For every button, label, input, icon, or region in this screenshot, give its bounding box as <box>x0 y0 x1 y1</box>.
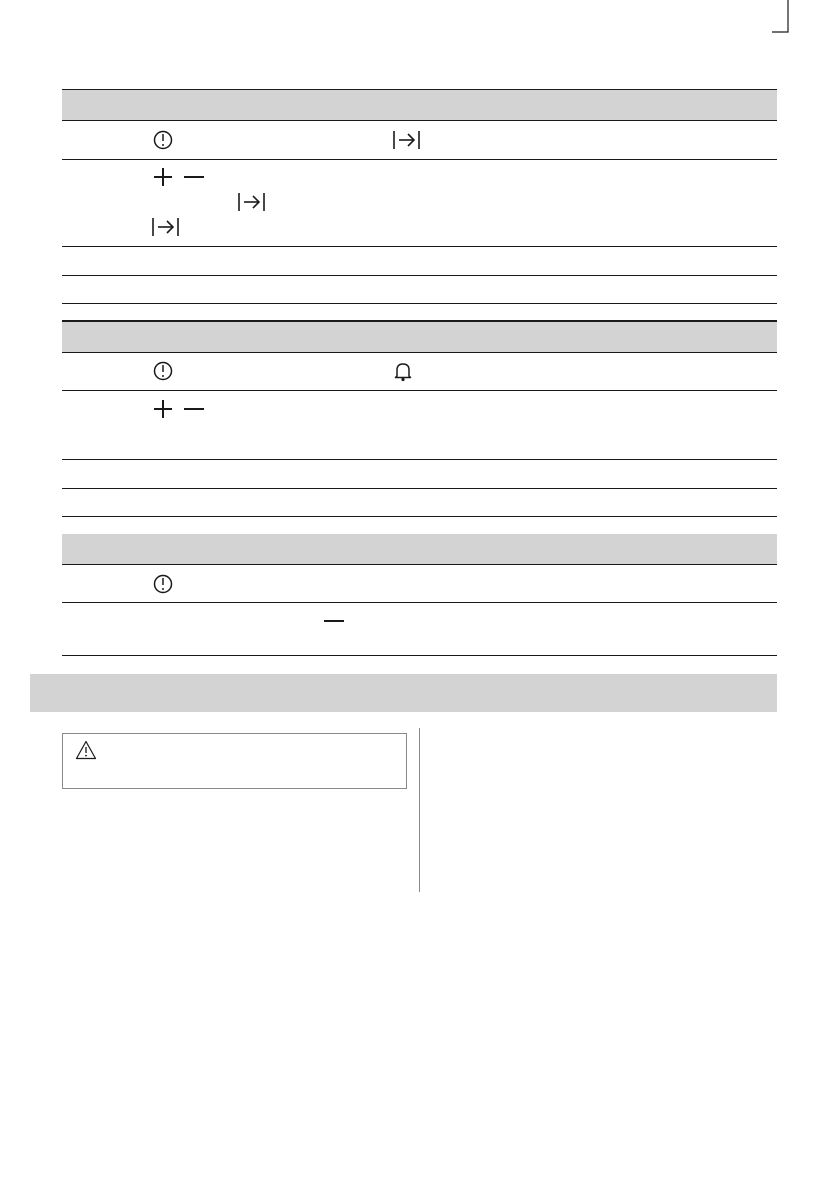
section-1-header <box>62 90 777 120</box>
section-1-row-2-rule <box>62 246 777 247</box>
plus-icon <box>152 398 174 420</box>
end-arrow-icon <box>151 217 181 237</box>
section-1-header-bottom-rule <box>62 120 777 121</box>
section-3-header <box>62 534 777 564</box>
column-divider <box>419 728 420 892</box>
section-2-row-2-rule <box>62 459 777 460</box>
clock-icon <box>152 360 174 382</box>
warning-triangle-icon <box>75 740 97 760</box>
section-3-header-bottom-rule <box>62 564 777 565</box>
plus-icon <box>152 166 174 188</box>
section-1-row-3-rule <box>62 275 777 276</box>
section-2-row-3-rule <box>62 488 777 489</box>
page-corner-mark <box>0 0 839 60</box>
clock-icon <box>152 573 174 595</box>
section-3-row-2-rule <box>62 655 777 656</box>
section-2-row-1-rule <box>62 390 777 391</box>
end-arrow-icon <box>237 192 267 212</box>
chapter-heading-band <box>30 674 777 712</box>
section-2-header-bottom-rule <box>62 352 777 353</box>
section-2-row-4-rule <box>62 516 777 517</box>
minus-icon <box>182 398 206 420</box>
section-1-header-top-rule <box>62 89 777 90</box>
minus-icon <box>182 166 206 188</box>
minus-icon <box>322 610 346 632</box>
section-1-row-1-rule <box>62 159 777 160</box>
end-arrow-icon <box>392 130 422 150</box>
bell-icon <box>393 360 413 382</box>
section-2-header <box>62 322 777 352</box>
section-1-row-4-rule <box>62 303 777 304</box>
warning-box <box>62 733 407 789</box>
clock-icon <box>152 129 174 151</box>
section-3-row-1-rule <box>62 602 777 603</box>
